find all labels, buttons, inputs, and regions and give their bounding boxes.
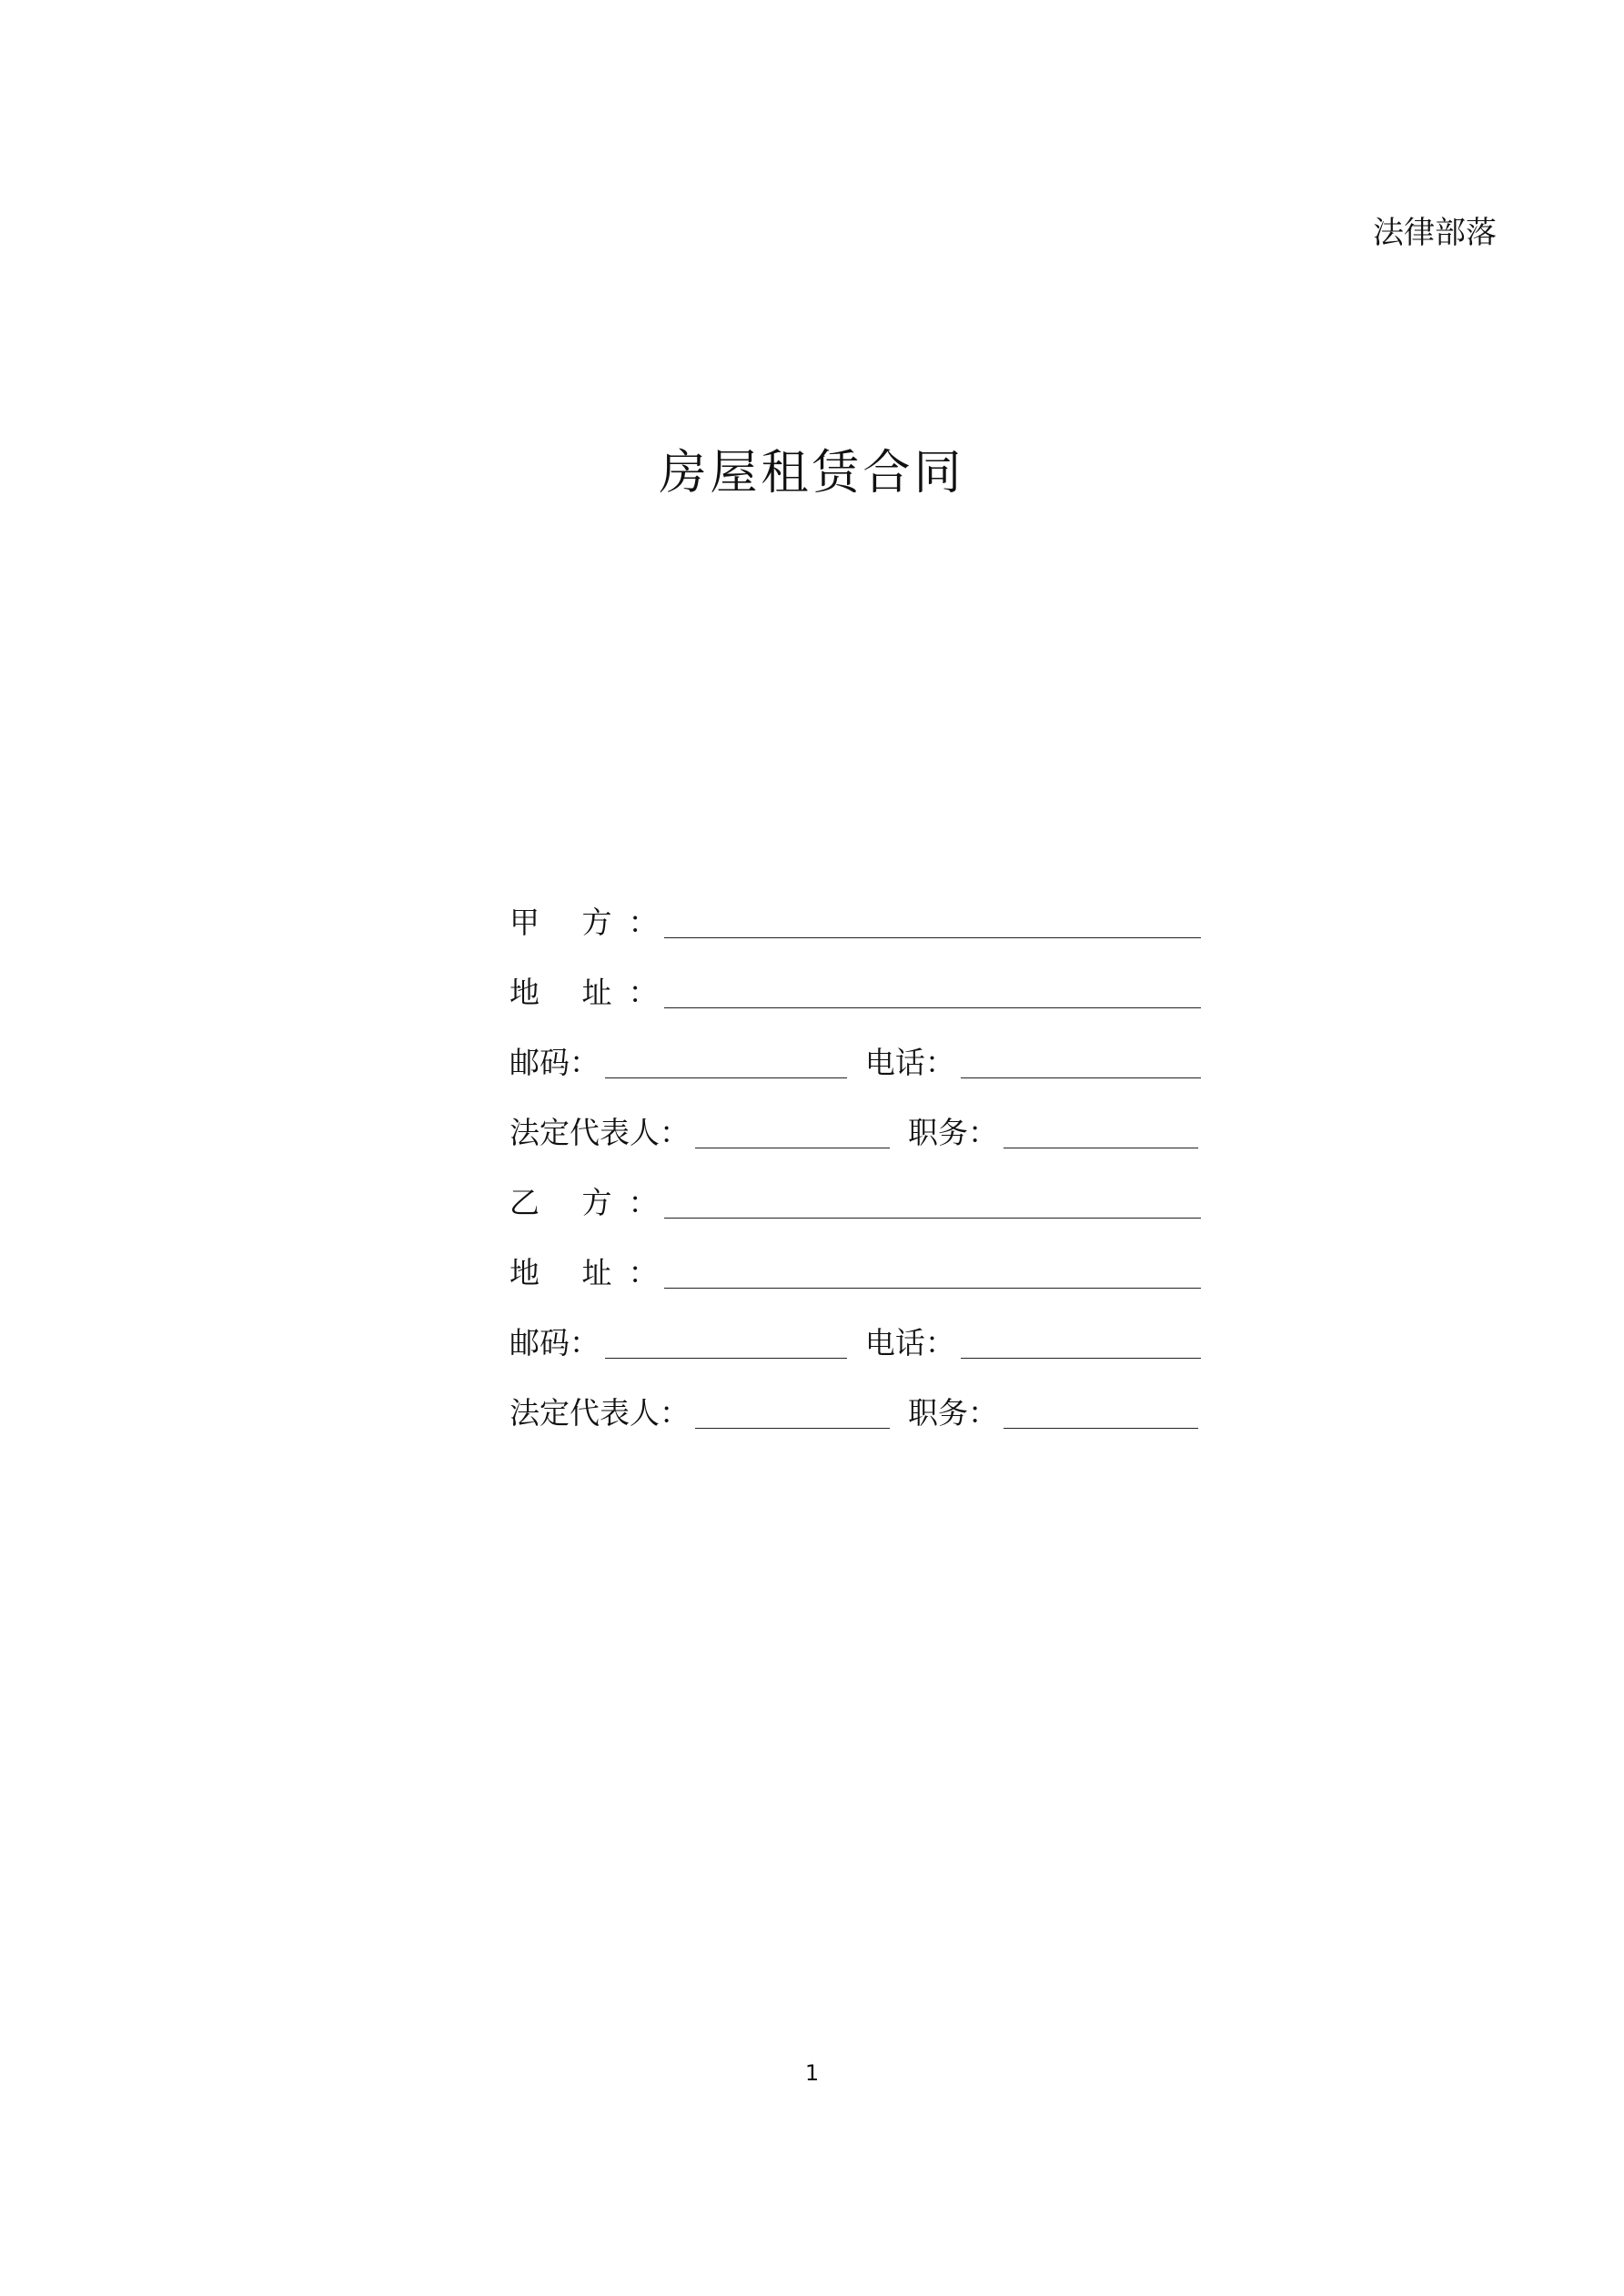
party-b-legal-rep-field[interactable] <box>695 1391 890 1429</box>
party-b-address-label: 地 址： <box>509 1255 659 1290</box>
party-a-postcode-label: 邮码： <box>509 1045 600 1080</box>
party-a-name-field[interactable] <box>664 901 1202 938</box>
header-mark: 法律部落 <box>1373 215 1497 251</box>
party-b-postcode-label: 邮码： <box>509 1325 600 1360</box>
party-a-name-label: 甲 方： <box>509 905 659 940</box>
party-b-legal-rep-label: 法定代表人： <box>509 1395 690 1431</box>
party-a-representative-row <box>509 1087 1201 1157</box>
party-a-name-row <box>509 876 1201 946</box>
party-a-position-label: 职务： <box>908 1115 998 1150</box>
party-a-address-label: 地 址： <box>509 975 659 1010</box>
party-a-address-row <box>509 946 1201 1017</box>
party-a-phone-label: 电话： <box>864 1045 955 1080</box>
party-a-address-field[interactable] <box>664 971 1202 1008</box>
party-a-position-field[interactable] <box>1004 1111 1198 1148</box>
party-a-contact-row <box>509 1017 1201 1087</box>
party-b-phone-label: 电话： <box>864 1325 955 1360</box>
party-b-address-row <box>509 1227 1201 1297</box>
party-a-legal-rep-field[interactable] <box>695 1111 890 1148</box>
party-b-postcode-field[interactable] <box>605 1321 847 1359</box>
party-a-phone-field[interactable] <box>961 1041 1201 1078</box>
party-b-name-label: 乙 方： <box>509 1185 659 1220</box>
party-b-name-field[interactable] <box>664 1181 1202 1219</box>
party-b-representative-row <box>509 1367 1201 1437</box>
party-a-postcode-field[interactable] <box>605 1041 847 1078</box>
party-b-position-field[interactable] <box>1004 1391 1198 1429</box>
party-a-legal-rep-label: 法定代表人： <box>509 1115 690 1150</box>
party-info-form <box>509 876 1201 1437</box>
party-b-address-field[interactable] <box>664 1251 1202 1289</box>
page-number: 1 <box>804 2060 820 2086</box>
party-b-position-label: 职务： <box>908 1395 998 1431</box>
party-b-contact-row <box>509 1297 1201 1367</box>
party-b-name-row <box>509 1157 1201 1227</box>
party-b-phone-field[interactable] <box>961 1321 1201 1359</box>
page-title: 房屋租赁合同 <box>659 446 965 501</box>
